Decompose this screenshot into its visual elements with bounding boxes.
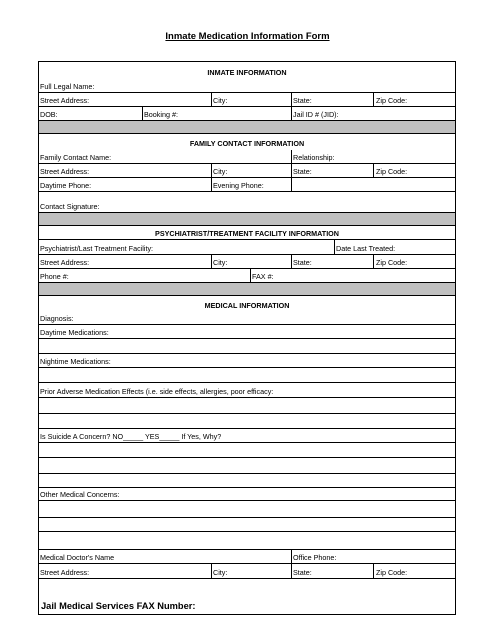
- nightime-medications-field[interactable]: Nightime Medications:: [39, 354, 455, 368]
- full-legal-name-field[interactable]: [39, 79, 455, 93]
- section-header-family: FAMILY CONTACT INFORMATION: [189, 139, 305, 148]
- other-medical-concerns-field[interactable]: Other Medical Concerns:: [39, 488, 455, 501]
- doctor-zip-field[interactable]: Zip Code:: [373, 564, 455, 578]
- psych-fax-field[interactable]: FAX #:: [250, 269, 455, 282]
- suicide-concern-field[interactable]: Is Suicide A Concern? NO_____ YES_____ If Yes, Why?: [39, 429, 455, 443]
- blank-line[interactable]: [39, 443, 455, 458]
- daytime-phone-field[interactable]: Daytime Phone:: [40, 181, 92, 190]
- blank-line[interactable]: [39, 518, 455, 532]
- evening-phone-field[interactable]: Evening Phone:: [211, 178, 291, 191]
- psychiatrist-row: [39, 240, 455, 255]
- family-phone-row: [39, 178, 455, 192]
- blank-line[interactable]: [39, 368, 455, 383]
- section-header-inmate: INMATE INFORMATION: [207, 68, 287, 77]
- psych-city-field[interactable]: City:: [211, 255, 291, 268]
- booking-field[interactable]: Booking #:: [142, 107, 291, 120]
- office-phone-field[interactable]: Office Phone:: [291, 550, 455, 563]
- inmate-address-row: [39, 93, 455, 107]
- relationship-field[interactable]: Relationship:: [291, 150, 455, 163]
- psych-address-row: [39, 255, 455, 269]
- doctor-address-row: [39, 564, 455, 579]
- inmate-id-row: [39, 107, 455, 121]
- blank-line[interactable]: [39, 532, 455, 550]
- blank-line[interactable]: [39, 414, 455, 429]
- family-contact-row: [39, 150, 455, 164]
- blank-line[interactable]: [39, 501, 455, 518]
- psychiatrist-field[interactable]: Psychiatrist/Last Treatment Facility:: [40, 244, 154, 253]
- jail-id-field[interactable]: Jail ID # (JID):: [291, 107, 455, 120]
- form-title: Inmate Medication Information Form: [165, 31, 330, 42]
- street-address-field[interactable]: Street Address:: [40, 96, 90, 105]
- dob-field[interactable]: DOB:: [40, 110, 58, 119]
- doctor-city-field[interactable]: City:: [211, 564, 291, 578]
- date-last-treated-field[interactable]: Date Last Treated:: [334, 240, 455, 254]
- psych-phone-field[interactable]: Phone #:: [40, 272, 69, 281]
- blank-line[interactable]: [39, 398, 455, 414]
- section-header-medical: MEDICAL INFORMATION: [204, 301, 290, 310]
- contact-signature-field[interactable]: Contact Signature:: [39, 192, 455, 213]
- full-legal-name-label: Full Legal Name:: [40, 82, 95, 91]
- family-contact-name-field[interactable]: Family Contact Name:: [40, 153, 112, 162]
- section-header-psych: PSYCHIATRIST/TREATMENT FACILITY INFORMATION: [39, 226, 455, 240]
- doctor-row: [39, 550, 455, 564]
- blank-line[interactable]: [39, 339, 455, 354]
- doctor-name-field[interactable]: Medical Doctor's Name: [40, 553, 115, 562]
- blank-line[interactable]: [39, 474, 455, 488]
- psych-zip-field[interactable]: Zip Code:: [373, 255, 455, 268]
- prior-adverse-effects-field[interactable]: Prior Adverse Medication Effects (i.e. side effects, allergies, poor efficacy:: [39, 383, 455, 398]
- doctor-state-field[interactable]: State:: [291, 564, 373, 578]
- family-zip-field[interactable]: Zip Code:: [373, 164, 455, 177]
- family-address-row: [39, 164, 455, 178]
- blank-cell: [291, 178, 455, 191]
- daytime-medications-field[interactable]: Daytime Medications:: [39, 325, 455, 339]
- grey-separator: [39, 213, 455, 226]
- zip-field[interactable]: Zip Code:: [373, 93, 455, 106]
- medication-form: [38, 61, 456, 615]
- state-field[interactable]: State:: [291, 93, 373, 106]
- blank-line[interactable]: [39, 458, 455, 474]
- jail-fax-label: Jail Medical Services FAX Number:: [41, 601, 196, 611]
- psych-state-field[interactable]: State:: [291, 255, 373, 268]
- family-street-field[interactable]: Street Address:: [40, 167, 90, 176]
- diagnosis-field[interactable]: Diagnosis:: [39, 312, 455, 325]
- psych-phone-row: [39, 269, 455, 283]
- family-city-field[interactable]: City:: [211, 164, 291, 177]
- doctor-street-field[interactable]: Street Address:: [40, 568, 90, 577]
- grey-separator: [39, 121, 455, 134]
- jail-fax-row[interactable]: [39, 579, 455, 614]
- city-field[interactable]: City:: [211, 93, 291, 106]
- psych-street-field[interactable]: Street Address:: [40, 258, 90, 267]
- grey-separator: [39, 283, 455, 296]
- family-state-field[interactable]: State:: [291, 164, 373, 177]
